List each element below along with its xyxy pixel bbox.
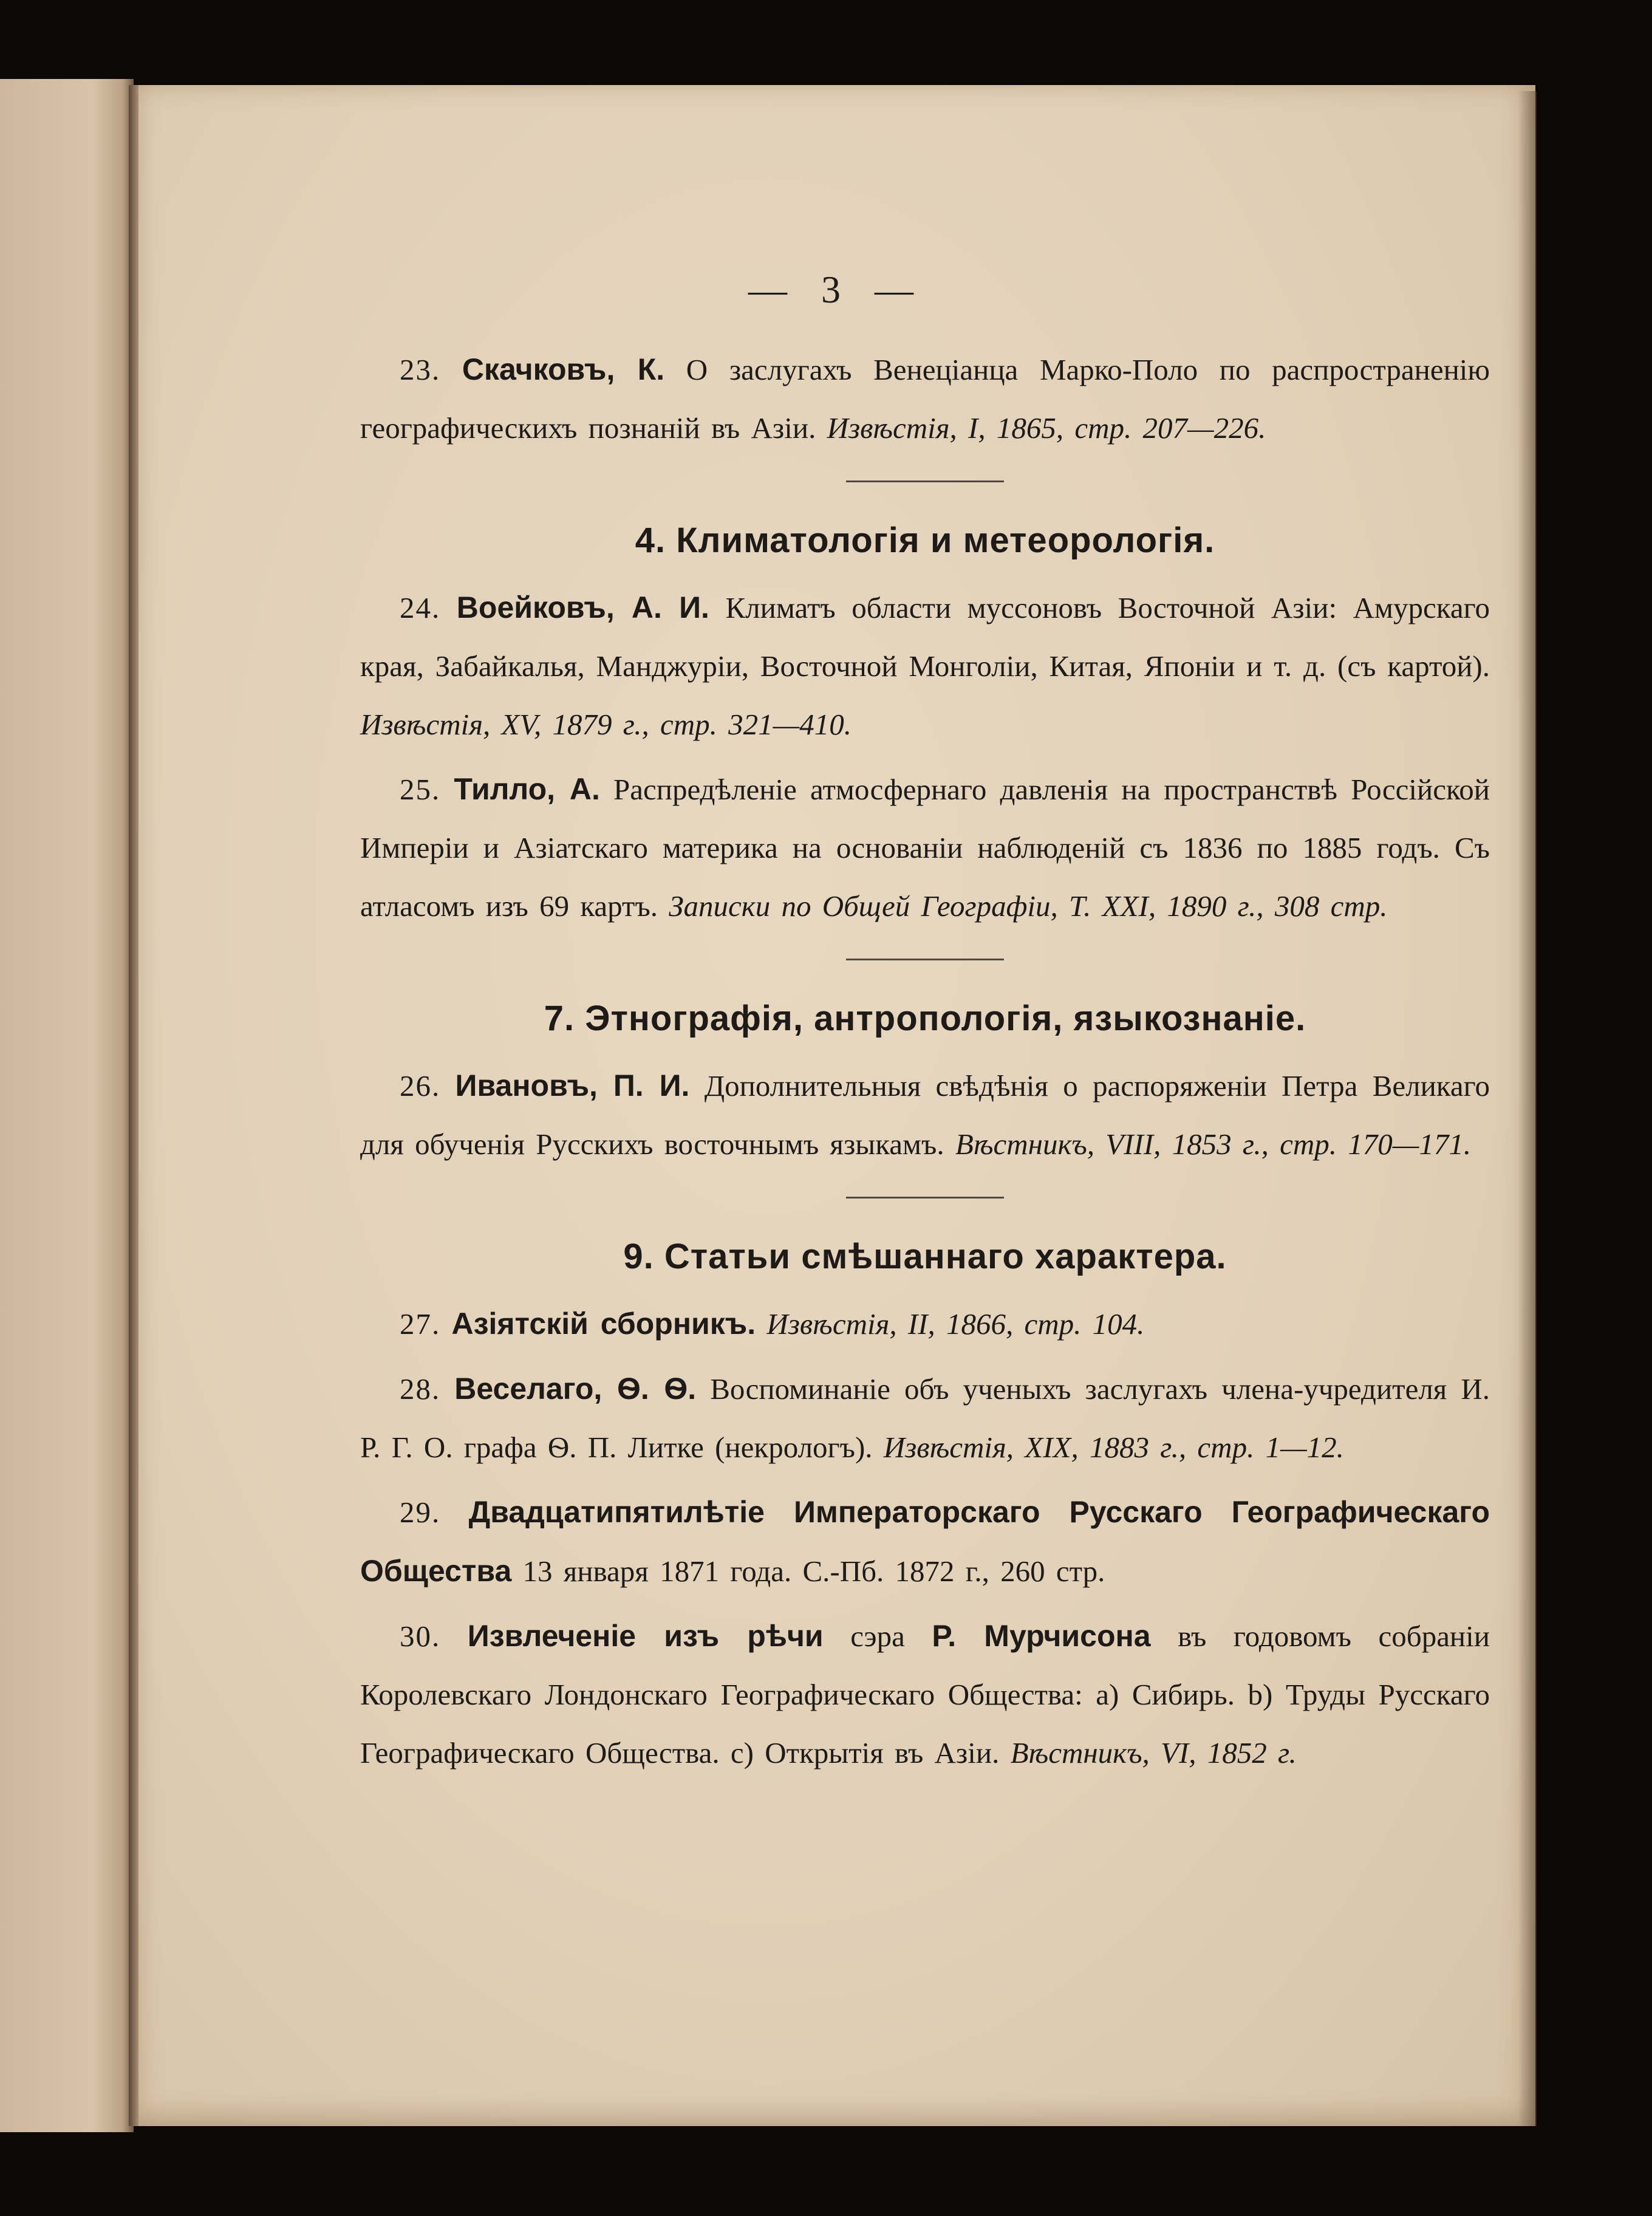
entry-title: Распредѣленіе атмосфернаго давленія на пространствѣ Россійской Имперіи и Азіатскаго материка на основаніи наблюденій съ 1836 по 1885 годъ. Съ атласомъ изъ 69 картъ. — [360, 773, 1490, 923]
bibliography-entry — [360, 760, 1490, 935]
entry-author: Извлеченіе изъ рѣчи — [467, 1619, 824, 1653]
entry-journal: Вѣстникъ, VIII, 1853 г., стр. 170—171. — [955, 1127, 1472, 1161]
page-edge-shadow — [1518, 91, 1537, 2126]
bibliography-entry — [360, 578, 1490, 754]
page-number: — 3 — — [748, 268, 926, 311]
entry-paragraph — [360, 1607, 1490, 1782]
entry-number: 23. — [400, 353, 441, 386]
bibliography-entry — [360, 1483, 1490, 1601]
entry-title: Дополнительныя свѣдѣнія о распоряженіи Петра Великаго для обученія Русскихъ восточнымъ языкамъ. — [360, 1069, 1490, 1161]
entry-paragraph — [360, 340, 1490, 457]
entry-author: Тилло, А. — [454, 772, 600, 806]
entry-paragraph — [360, 1056, 1490, 1174]
entry-number: 30. — [400, 1619, 441, 1653]
section-divider — [846, 480, 1004, 482]
entry-number: 24. — [400, 591, 441, 624]
entry-author: Азіятскій сборникъ. — [451, 1307, 756, 1341]
entry-journal: Записки по Общей Географіи, Т. XXI, 1890 г., 308 стр. — [669, 889, 1388, 923]
entry-number: 26. — [400, 1069, 441, 1103]
bibliography-entry — [360, 1294, 1490, 1353]
entry-number: 29. — [400, 1496, 441, 1529]
entry-paragraph — [360, 1483, 1490, 1601]
facing-page-edge — [0, 79, 134, 2132]
bibliography-entry — [360, 1607, 1490, 1782]
entry-author: Двадцатипятилѣтіе Императорскаго Русскаго Географическаго Общества — [360, 1495, 1490, 1588]
entry-journal: Вѣстникъ, VI, 1852 г. — [1010, 1736, 1297, 1770]
entry-title: Климатъ области муссоновъ Восточной Азіи: Амурскаго края, Забайкалья, Манджуріи, Восточной Монголіи, Китая, Японіи и т. д. (съ картой). — [360, 591, 1490, 683]
entry-title-continued: въ годовомъ собраніи Королевскаго Лондонскаго Географическаго Общества: а) Сибирь. b) Труды Русскаго Географическаго Общества. с) Открытія въ Азіи. — [360, 1619, 1490, 1770]
entry-paragraph — [360, 1359, 1490, 1477]
entry-title: сэра — [823, 1619, 932, 1653]
entry-title: О заслугахъ Венеціанца Марко-Поло по распространенію географическихъ познаній въ Азіи. — [360, 353, 1490, 445]
entry-journal: Извѣстія, I, 1865, стр. 207—226. — [827, 411, 1266, 445]
entry-paragraph — [360, 578, 1490, 754]
entry-title — [756, 1307, 766, 1341]
entry-journal: Извѣстія, XV, 1879 г., стр. 321—410. — [360, 708, 852, 741]
entry-author-secondary: Р. Мурчисона — [932, 1619, 1151, 1653]
entry-title: 13 января 1871 года. С.-Пб. 1872 г., 260 стр. — [511, 1554, 1105, 1588]
entry-author: Скачковъ, К. — [462, 352, 665, 386]
entry-title: Воспоминаніе объ ученыхъ заслугахъ члена-учредителя И. Р. Г. О. графа Ѳ. П. Литке (некрологъ). — [360, 1372, 1490, 1464]
section-heading: 9. Статьи смѣшаннаго характера. — [623, 1237, 1227, 1276]
entry-author: Ивановъ, П. И. — [455, 1069, 690, 1103]
entry-journal: Извѣстія, II, 1866, стр. 104. — [766, 1307, 1145, 1341]
bibliography-entry — [360, 1359, 1490, 1477]
section-heading: 7. Этнографія, антропологія, языкознаніе. — [544, 999, 1306, 1038]
entry-author: Воейковъ, А. И. — [456, 590, 709, 624]
section-divider — [846, 1197, 1004, 1199]
entry-journal: Извѣстія, XIX, 1883 г., стр. 1—12. — [883, 1431, 1344, 1464]
entry-number: 28. — [400, 1372, 441, 1406]
section-divider — [846, 959, 1004, 960]
bibliography-entry — [360, 1056, 1490, 1174]
book-page — [138, 85, 1535, 2126]
entry-number: 27. — [400, 1307, 441, 1341]
entry-author: Веселаго, Ѳ. Ѳ. — [454, 1372, 697, 1406]
bibliography-entry — [360, 340, 1490, 457]
section-heading: 4. Климатологія и метеорологія. — [635, 521, 1215, 560]
page-content — [360, 340, 1490, 1788]
entry-number: 25. — [400, 773, 441, 806]
entry-paragraph — [360, 760, 1490, 935]
entry-paragraph — [360, 1294, 1490, 1353]
